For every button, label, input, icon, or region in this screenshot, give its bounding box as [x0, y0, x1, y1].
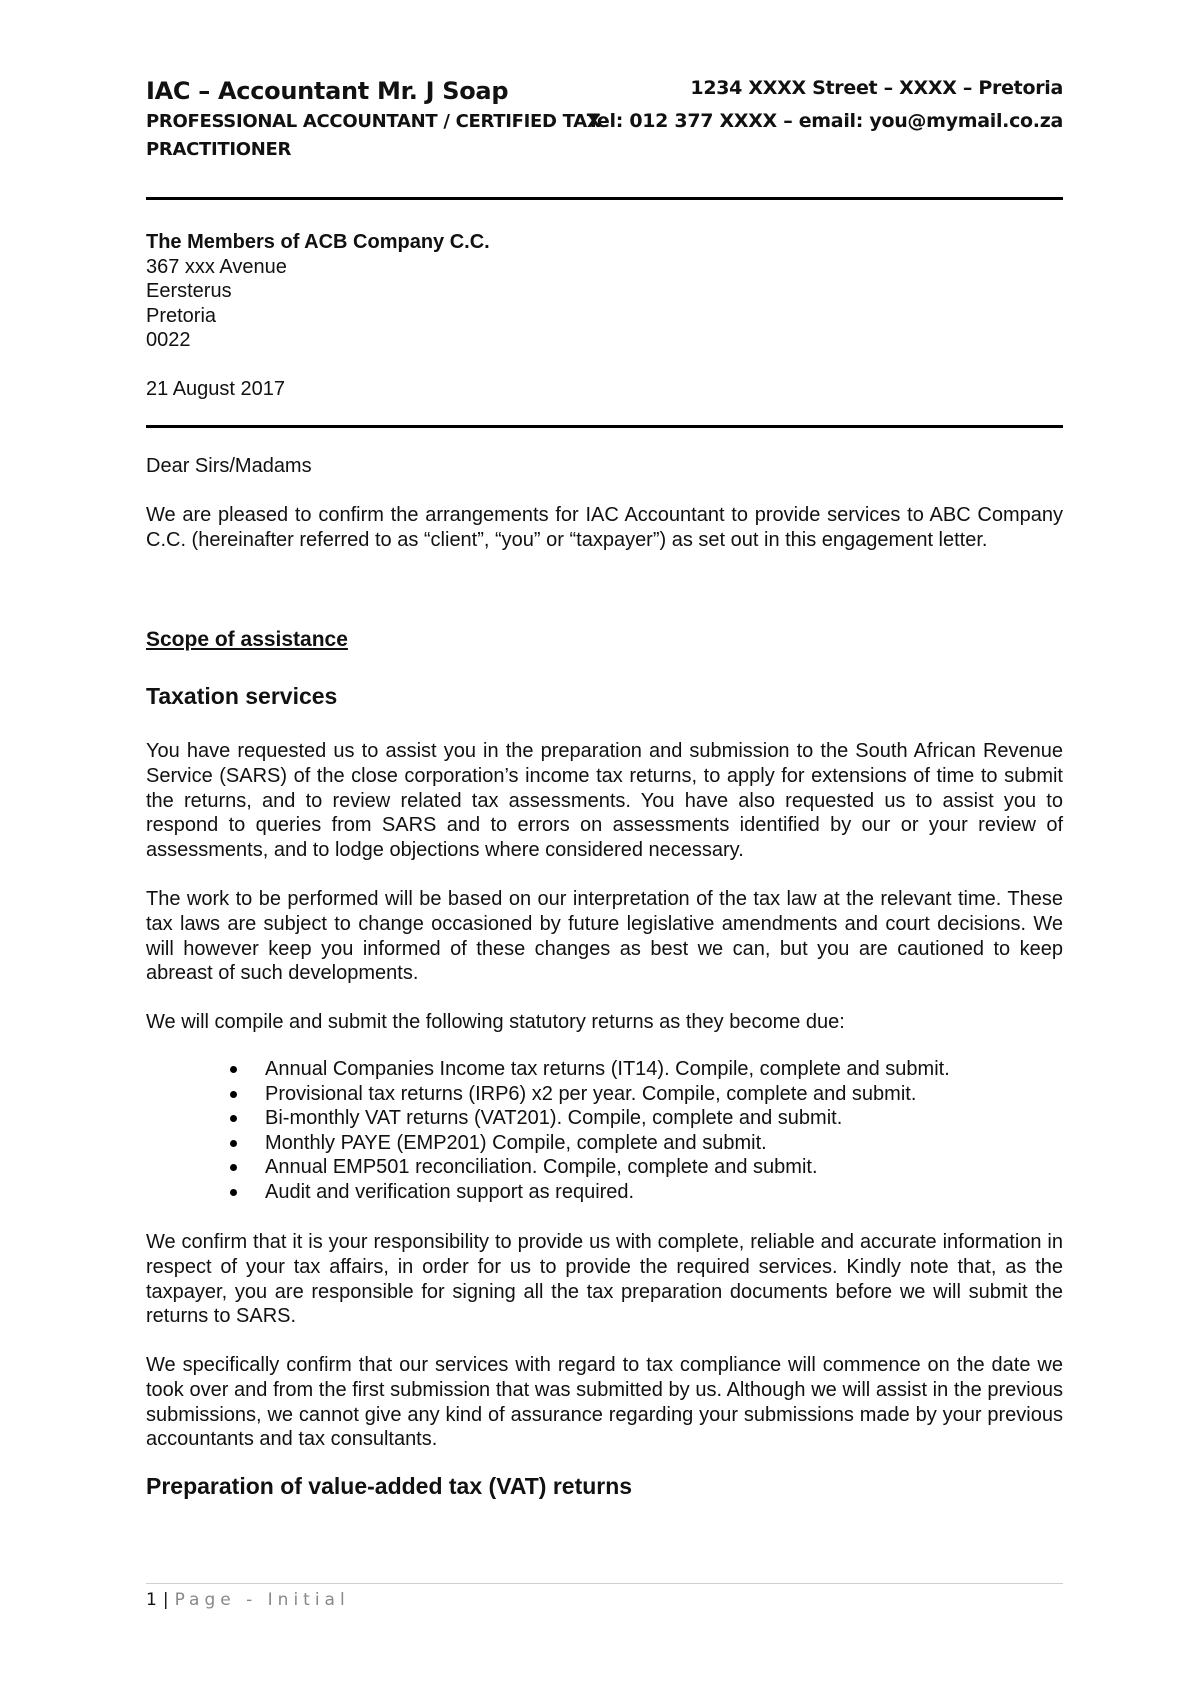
recipient-code: 0022	[146, 329, 191, 351]
firm-contact: Tel: 012 377 XXXX – email: you@mymail.co.za	[586, 110, 1063, 132]
recipient-name: The Members of ACB Company C.C.	[146, 231, 490, 253]
bullet-icon	[230, 1189, 237, 1196]
section-heading: Scope of assistance	[146, 628, 348, 651]
letterhead-left	[146, 74, 616, 164]
bullet-icon	[230, 1140, 237, 1147]
header-divider	[146, 197, 1063, 200]
paragraph-commencement: We specifically confirm that our services with regard to tax compliance will commence on the date we took over and from the first submission that was submitted by us. Although we will assist in the previous submissions, we cannot give any kind of assurance regarding your submissions made by your previous accountants and tax consultants.	[146, 1354, 1063, 1451]
list-item: Annual Companies Income tax returns (IT14). Compile, complete and submit.	[230, 1057, 950, 1082]
list-item: Monthly PAYE (EMP201) Compile, complete and submit.	[230, 1131, 950, 1156]
bullet-icon	[230, 1164, 237, 1171]
letter-date: 21 August 2017	[146, 377, 286, 400]
footer-text: Page - Initial	[174, 1590, 350, 1610]
bullet-icon	[230, 1091, 237, 1098]
footer-separator: |	[162, 1590, 169, 1610]
page-number: 1	[146, 1590, 157, 1610]
paragraph-returns-intro: We will compile and submit the following statutory returns as they become due:	[146, 1011, 845, 1033]
recipient-street: 367 xxx Avenue	[146, 255, 287, 278]
salutation: Dear Sirs/Madams	[146, 455, 312, 477]
returns-list	[230, 1057, 950, 1204]
paragraph-services: You have requested us to assist you in the preparation and submission to the South African Revenue Service (SARS) of the close corporation’s income tax returns, to apply for extensions of time to submit the returns, and to review related tax assessments. You have also requested us to assist you to respond to queries from SARS and to errors on assessments identified by our or your review of assessments, and to lodge objections where considered necessary.	[146, 740, 1063, 862]
list-item: Bi-monthly VAT returns (VAT201). Compile, complete and submit.	[230, 1106, 950, 1131]
subsection-heading: Taxation services	[146, 683, 338, 709]
letterhead-right	[587, 72, 1063, 138]
paragraph-responsibility: We confirm that it is your responsibility to provide us with complete, reliable and accurate information in respect of your tax affairs, in order for us to provide the required services. Kindly note that, as the taxpayer, you are responsible for signing all the tax preparation documents before we will submit the returns to SARS.	[146, 1231, 1063, 1328]
recipient-city: Pretoria	[146, 304, 217, 327]
firm-name: IAC – Accountant Mr. J Soap	[146, 77, 509, 105]
vat-heading: Preparation of value-added tax (VAT) returns	[146, 1473, 633, 1499]
recipient-divider	[146, 425, 1063, 428]
list-item: Annual EMP501 reconciliation. Compile, complete and submit.	[230, 1155, 950, 1180]
list-item: Provisional tax returns (IRP6) x2 per year. Compile, complete and submit.	[230, 1082, 950, 1107]
recipient-suburb: Eersterus	[146, 280, 232, 302]
list-item: Audit and verification support as required.	[230, 1180, 950, 1205]
intro-paragraph: We are pleased to confirm the arrangements for IAC Accountant to provide services to ABC Company C.C. (hereinafter referred to as “client”, “you” or “taxpayer”) as set out in this engagement letter.	[146, 504, 1063, 551]
paragraph-tax-law: The work to be performed will be based on our interpretation of the tax law at the relevant time. These tax laws are subject to change occasioned by future legislative amendments and court decisions. We will however keep you informed of these changes as best we can, but you are cautioned to keep abreast of such developments.	[146, 888, 1063, 985]
footer-divider	[146, 1583, 1063, 1584]
bullet-icon	[230, 1115, 237, 1122]
firm-address: 1234 XXXX Street – XXXX – Pretoria	[690, 77, 1063, 99]
recipient-block	[146, 230, 490, 401]
firm-title: PROFESSIONAL ACCOUNTANT / CERTIFIED TAX PRACTITIONER	[146, 111, 601, 160]
page-footer	[146, 1590, 350, 1610]
bullet-icon	[230, 1066, 237, 1073]
